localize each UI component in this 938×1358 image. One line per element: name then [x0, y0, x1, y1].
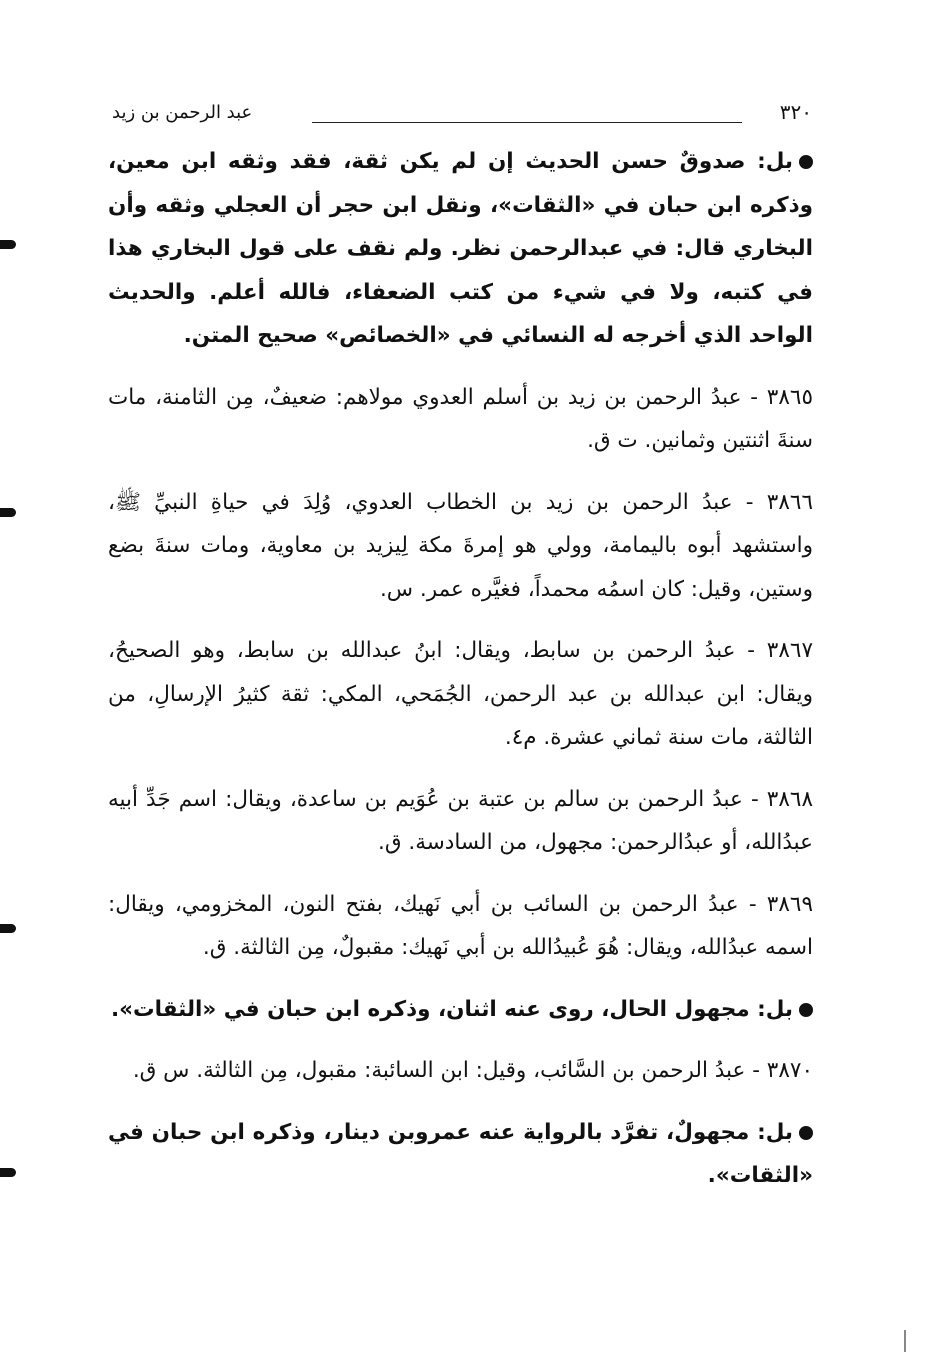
paragraph-text: بل: مجهولٌ، تفرَّد بالرواية عنه عمروبن دينار، وذكره ابن حبان في «الثقات». [108, 1119, 813, 1188]
page-header [112, 100, 812, 134]
page-body [108, 140, 813, 1216]
entry-3870 [108, 1049, 813, 1093]
entry-3865 [108, 376, 813, 463]
paragraph-text: ٣٨٦٩ - عبدُ الرحمن بن السائب بن أبي نَهيك، بفتح النون، المخزومي، ويقال: اسمه عبدُالله، ويقال: هُوَ عُبيدُالله بن أبي نَهيك: مقبولٌ، مِن الثالثة. ق. [108, 891, 813, 960]
bullet-icon [799, 1003, 813, 1017]
entry-3867 [108, 629, 813, 760]
scan-edge-mark [0, 240, 16, 249]
paragraph-text: بل: صدوقٌ حسن الحديث إن لم يكن ثقة، فقد وثقه ابن معين، وذكره ابن حبان في «الثقات»، ونقل ابن حجر أن العجلي وثقه وأن البخاري قال: في عبدالرحمن نظر. ولم نقف على قول البخاري هذا في كتبه، ولا في شيء من كتب الضعفاء، فالله أعلم. والحديث الواحد الذي أخرجه له النسائي في «الخصائص» صحيح المتن. [108, 149, 813, 348]
paragraph-text: ٣٨٦٧ - عبدُ الرحمن بن سابط، ويقال: ابنُ عبدالله بن سابط، وهو الصحيحُ، ويقال: ابن عبدالله بن عبد الرحمن، الجُمَحي، المكي: ثقة كثيرُ الإرسالِ، من الثالثة، مات سنة ثماني عشرة. م٤. [108, 638, 813, 750]
note-paragraph [108, 988, 813, 1032]
page-number: ٣٢٠ [779, 100, 812, 124]
paragraph-text: بل: مجهول الحال، روى عنه اثنان، وذكره ابن حبان في «الثقات». [110, 996, 793, 1022]
paragraph-text: ٣٨٧٠ - عبدُ الرحمن بن السَّائب، وقيل: ابن السائبة: مقبول، مِن الثالثة. س ق. [132, 1058, 813, 1083]
header-rule [312, 122, 742, 123]
paragraph-text: ٣٨٦٥ - عبدُ الرحمن بن زيد بن أسلم العدوي مولاهم: ضعيفٌ، مِن الثامنة، مات سنةَ اثنتين وثمانين. ت ق. [108, 384, 813, 453]
note-paragraph [108, 140, 813, 358]
scan-edge-mark [0, 508, 16, 517]
note-paragraph [108, 1111, 813, 1198]
scan-edge-mark [0, 924, 16, 933]
paragraph-text: ٣٨٦٨ - عبدُ الرحمن بن سالم بن عتبة بن عُوَيم بن ساعدة، ويقال: اسم جَدِّ أبيه عبدُالله، أو عبدُالرحمن: مجهول، من السادسة. ق. [108, 786, 813, 855]
entry-3869 [108, 883, 813, 970]
running-title: عبد الرحمن بن زيد [112, 102, 253, 123]
entry-3866 [108, 481, 813, 612]
paragraph-text: ٣٨٦٦ - عبدُ الرحمن بن زيد بن الخطاب العدوي، وُلِدَ في حياةِ النبيِّ ﷺ، واستشهد أبوه باليمامة، وولي هو إمرةَ مكة لِيزيد بن معاوية، ومات سنةَ بضع وستين، وقيل: كان اسمُه محمداً، فغيَّره عمر. س. [108, 489, 813, 602]
scan-artifact [904, 1330, 906, 1352]
entry-3868 [108, 778, 813, 865]
bullet-icon [799, 1126, 813, 1140]
bullet-icon [799, 155, 813, 169]
scan-edge-mark [0, 1168, 16, 1177]
